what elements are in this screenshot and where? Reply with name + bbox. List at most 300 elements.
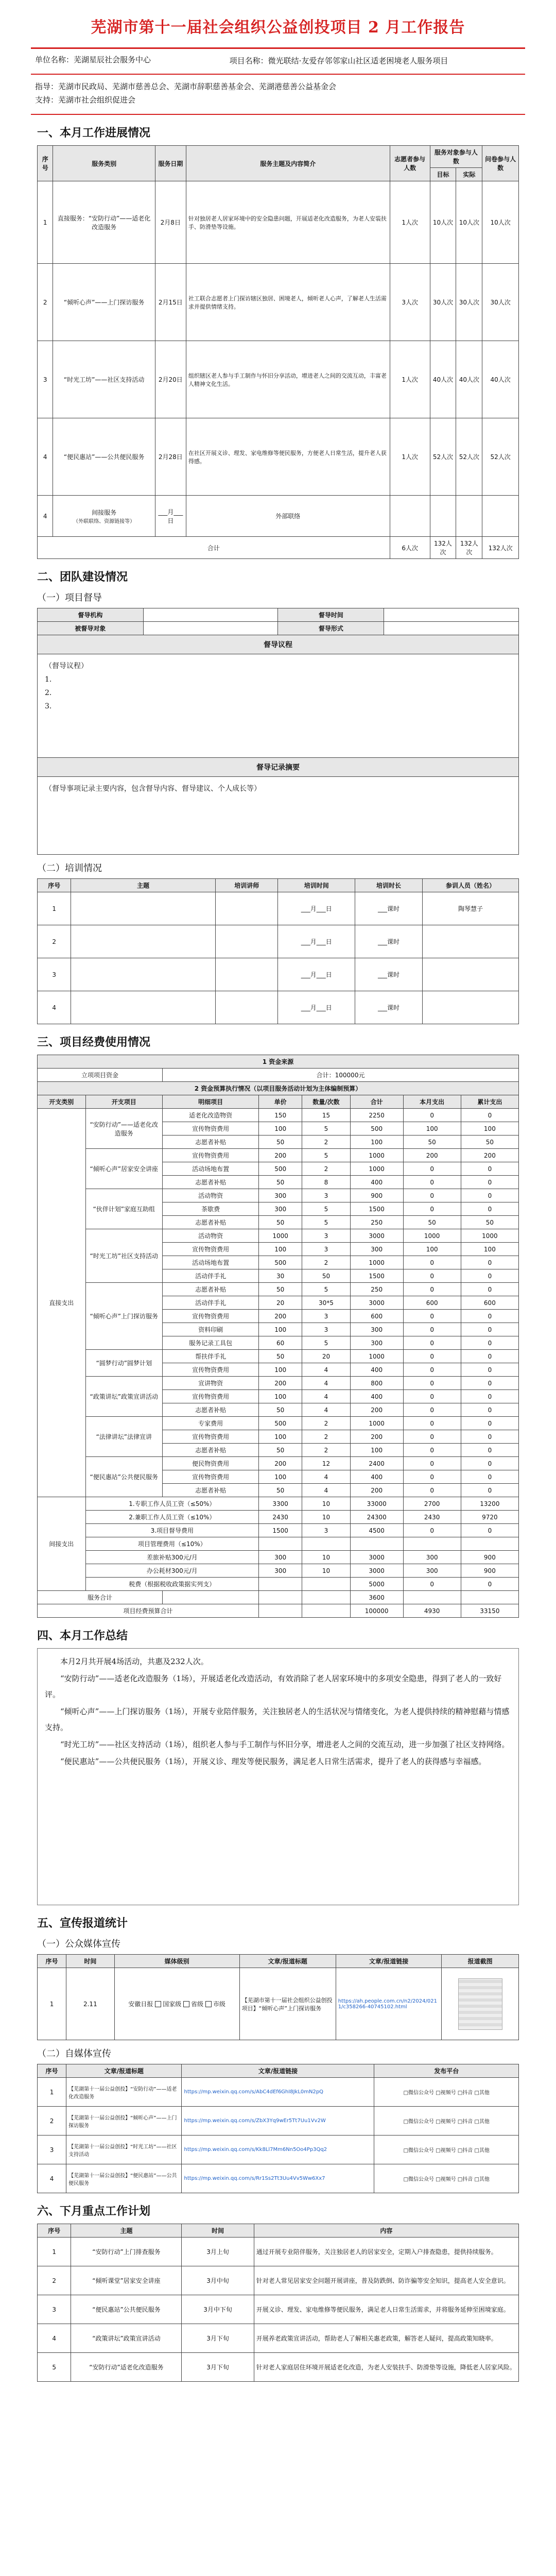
checkbox[interactable] (183, 2001, 189, 2007)
amount-cell: 2400 (350, 1457, 403, 1470)
detail-item: 宣传物资费用 (163, 1390, 259, 1403)
amount-cell: 0 (461, 1189, 518, 1202)
detail-item: 宣传物资费用 (163, 1470, 259, 1484)
cell: 3月下旬 (182, 2353, 254, 2382)
detail-item: 志愿者补贴 (163, 1136, 259, 1149)
table-row (38, 2266, 519, 2295)
cell: 1 (38, 2078, 66, 2107)
amount-cell: 0 (461, 1403, 518, 1417)
expense-item: “倾听心声”居家安全讲座 (85, 1149, 163, 1189)
detail-item: 税费（根据税收政策据实列支） (85, 1578, 259, 1591)
budget-row (38, 1377, 519, 1390)
amount-cell: 50 (259, 1350, 302, 1363)
section-budget (0, 1033, 556, 1618)
fund-label: 立项项目资金 (38, 1069, 163, 1082)
col-header: 时间 (66, 1955, 115, 1968)
cell-text: 间接服务 (92, 509, 117, 516)
table-row (38, 2136, 519, 2164)
amount-cell: 300 (403, 1551, 461, 1564)
amount-cell: 0 (461, 1457, 518, 1470)
detail-item: 宣传物资费用 (163, 1122, 259, 1136)
amount-cell: 300 (350, 1323, 403, 1336)
value-cell (384, 622, 519, 635)
cell: □微信公众号 □视频号 □抖音 □其他 (374, 2107, 519, 2136)
detail-item: 志愿者补贴 (163, 1484, 259, 1497)
amount-cell: 0 (461, 1430, 518, 1444)
amount-cell: 0 (461, 1578, 518, 1591)
budget-row (38, 1149, 519, 1162)
col-header: 开支项目 (85, 1095, 163, 1109)
amount-cell: 300 (350, 1336, 403, 1350)
budget-row (38, 1511, 519, 1524)
plan-title: 2 资金预算执行情况（以项目服务活动计划为主体编制预算） (38, 1082, 519, 1095)
option-label: 国家级 (163, 2001, 182, 2008)
detail-item: 宣传物资费用 (163, 1310, 259, 1323)
amount-cell: 0 (461, 1470, 518, 1484)
summary-paragraph: “时光工坊”——社区支持活动（1场），组织老人参与手工制作与怀旧分享，增进老人之间的交流互动，进一步加强了社区支持网络。 (60, 1740, 510, 1749)
amount-cell: 1000 (259, 1229, 302, 1243)
cell: 2月15日 (155, 264, 186, 341)
guide-label: 指导： (35, 82, 59, 91)
guide-text: 芜湖市民政局、芜湖市慈善总会、芜湖市辞职慈善基金会、芜湖港慈善公益基金会 (58, 82, 337, 91)
table-row (38, 991, 519, 1024)
cell: 4 (38, 496, 53, 537)
cell (71, 991, 216, 1024)
summary-paragraph: “倾听心声”——上门探访服务（1场），开展专业陪伴服务，关注独居老人的生活状况与情绪变化，为老人提供持续的精神慰藉与情感支持。 (45, 1707, 510, 1732)
cell (71, 892, 216, 925)
cell: ___月___日 (278, 892, 355, 925)
amount-cell: 10 (302, 1551, 351, 1564)
col-header: 文章/报道链接 (182, 2064, 374, 2078)
project-name: 微光联结·友爱存邻邻家山社区适老困境老人服务项目 (268, 56, 448, 65)
table-row (38, 2107, 519, 2136)
article-link[interactable]: https://mp.weixin.qq.com/s/AbC4dEf6GhI8JkL0mN2pQ (182, 2078, 374, 2107)
cell (456, 496, 482, 537)
amount-cell: 0 (403, 1189, 461, 1202)
cell: 132人次 (482, 537, 519, 559)
amount-cell: 3000 (350, 1551, 403, 1564)
article-link[interactable]: https://mp.weixin.qq.com/s/Rr1Ss2Tt3Uu4Vv5Ww6Xx7 (182, 2164, 374, 2193)
cell: 6人次 (390, 537, 430, 559)
cell (215, 892, 278, 925)
cell (215, 925, 278, 958)
amount-cell: 0 (403, 1444, 461, 1457)
detail-item: 志愿者补贴 (163, 1283, 259, 1296)
amount-cell (302, 1578, 351, 1591)
cell: 针对老人家庭居住环境开展适老化改造，为老人安装扶手、防滑垫等设施，降低老人居家风险。 (254, 2353, 518, 2382)
budget-row (38, 1537, 519, 1551)
guide-divider (31, 114, 525, 115)
summary-paragraph: 本月2月共开展4场活动，共惠及232人次。 (60, 1657, 208, 1666)
table-row (38, 418, 519, 496)
cell: 陶琴慧子 (422, 892, 518, 925)
amount-cell: 4500 (350, 1524, 403, 1537)
section-progress (0, 124, 556, 559)
cell: 1 (38, 181, 53, 264)
detail-item: 1.专职工作人员工资（≤50%） (85, 1497, 259, 1511)
amount-cell: 50 (302, 1269, 351, 1283)
cell: 1 (38, 892, 71, 925)
amount-cell: 500 (350, 1122, 403, 1136)
cell: 30人次 (430, 264, 456, 341)
detail-item: 活动物资 (163, 1229, 259, 1243)
amount-cell: 0 (461, 1256, 518, 1269)
amount-cell: 2430 (259, 1511, 302, 1524)
cell: 外部联络 (186, 496, 390, 537)
amount-cell: 1000 (350, 1256, 403, 1269)
expense-item: “圆梦行动”圆梦计划 (85, 1350, 163, 1377)
amount-cell: 0 (403, 1457, 461, 1470)
detail-item: 差旅补贴300元/月 (85, 1551, 259, 1564)
amount-cell: 3 (302, 1323, 351, 1336)
cell: 40人次 (482, 341, 519, 418)
cell (422, 958, 518, 991)
summary-paragraph: “安防行动”——适老化改造服务（1场），开展适老化改造活动，有效消除了老人居家环境中的多项安全隐患，得到了老人的一致好评。 (45, 1674, 502, 1699)
cell: 132人次 (430, 537, 456, 559)
amount-cell: 50 (259, 1283, 302, 1296)
amount-cell: 5 (302, 1149, 351, 1162)
cell: 【芜湖第十一届公益创投】“便民惠站”——公共便民服务 (66, 2164, 182, 2193)
amount-cell: 5 (302, 1202, 351, 1216)
agenda-item: 3. (45, 702, 52, 710)
cell: 3600 (350, 1591, 403, 1604)
amount-cell: 300 (259, 1564, 302, 1578)
budget-row (38, 1457, 519, 1470)
expense-item: “安防行动”——适老化改造服务 (85, 1109, 163, 1149)
fund-value: 合计：100000元 (163, 1069, 519, 1082)
amount-cell: 20 (259, 1296, 302, 1310)
detail-item: 服务记录工具包 (163, 1336, 259, 1350)
cell: □微信公众号 □视频号 □抖音 □其他 (374, 2136, 519, 2164)
agenda-body (38, 654, 518, 757)
cell: 在社区开展义诊、理发、家电维修等便民服务，方便老人日常生活，提升老人获得感。 (186, 418, 390, 496)
cell: ___月___日 (278, 925, 355, 958)
cell: 【芜湖第十一届公益创投】“安防行动”——适老化改造服务 (66, 2078, 182, 2107)
col-header: 服务日期 (155, 146, 186, 181)
project-label: 项目名称： (229, 56, 268, 65)
table-row (38, 1968, 519, 2040)
cell: 3 (38, 958, 71, 991)
amount-cell: 9720 (461, 1511, 518, 1524)
col-header: 问卷参与人数 (482, 146, 519, 181)
amount-cell: 100 (259, 1122, 302, 1136)
amount-cell: 0 (461, 1417, 518, 1430)
guide-info (31, 75, 525, 112)
amount-cell: 0 (403, 1162, 461, 1176)
col-header: 媒体级别 (114, 1955, 239, 1968)
amount-cell: 2 (302, 1136, 351, 1149)
col-header: 志愿者参与人数 (390, 146, 430, 181)
value-cell (143, 608, 278, 622)
amount-cell: 20 (302, 1350, 351, 1363)
table-row (38, 2324, 519, 2353)
cell: 2 (38, 2266, 71, 2295)
amount-cell: 200 (350, 1403, 403, 1417)
cell: 40人次 (456, 341, 482, 418)
amount-cell: 0 (403, 1578, 461, 1591)
amount-cell: 0 (461, 1310, 518, 1323)
amount-cell: 0 (403, 1283, 461, 1296)
label-cell: 督导机构 (38, 608, 144, 622)
cell (259, 1604, 302, 1618)
amount-cell: 200 (350, 1484, 403, 1497)
col-header: 培训讲师 (215, 879, 278, 892)
amount-cell: 250 (350, 1216, 403, 1229)
subsection-title: （一）项目督导 (37, 592, 102, 603)
media-table (37, 1954, 519, 2040)
cell (53, 496, 155, 537)
budget-table (37, 1055, 519, 1618)
col-header: 文章/报道标题 (239, 1955, 336, 1968)
cell: 33150 (461, 1604, 518, 1618)
amount-cell: 0 (403, 1109, 461, 1122)
cell (71, 925, 216, 958)
detail-item: 2.兼职工作人员工资（≤10%） (85, 1511, 259, 1524)
expense-item: “便民惠站”公共便民服务 (85, 1457, 163, 1497)
summary-blank (45, 1771, 511, 1900)
article-link[interactable]: https://mp.weixin.qq.com/s/ZbX3Yq9wEr5Tt7Uu1Vv2W (182, 2107, 374, 2136)
amount-cell: 10 (302, 1511, 351, 1524)
support-text: 芜湖市社会组织促进会 (58, 95, 136, 105)
amount-cell: 13200 (461, 1497, 518, 1511)
col-header: 发布平台 (374, 2064, 519, 2078)
subsection-title: （一）公众媒体宣传 (37, 1939, 120, 1950)
value-cell (143, 622, 278, 635)
cell: 【芜湖第十一届公益创投】“时光工坊”——社区支持活动 (66, 2136, 182, 2164)
fund-source-title: 1 资金来源 (38, 1055, 519, 1069)
table-row (38, 892, 519, 925)
amount-cell (259, 1537, 302, 1551)
detail-item: 资料印刷 (163, 1323, 259, 1336)
cell: “安防行动”上门排查服务 (71, 2238, 182, 2266)
amount-cell: 0 (403, 1470, 461, 1484)
article-link[interactable]: https://mp.weixin.qq.com/s/Kk8Ll7Mm6Nn5Oo4Pp3Qq2 (182, 2136, 374, 2164)
cell: 3人次 (390, 264, 430, 341)
amount-cell: 200 (259, 1377, 302, 1390)
checkbox[interactable] (155, 2001, 161, 2007)
self-media-table (37, 2064, 519, 2193)
amount-cell: 5 (302, 1216, 351, 1229)
section-team (0, 568, 556, 1024)
cell: 针对老人常见居家安全问题开展讲座，普及防跌倒、防诈骗等安全知识，提高老人安全意识。 (254, 2266, 518, 2295)
detail-item: 宣传物资费用 (163, 1149, 259, 1162)
detail-item: 志愿者补贴 (163, 1403, 259, 1417)
amount-cell: 30*5 (302, 1296, 351, 1310)
progress-table (37, 145, 519, 559)
amount-cell: 4 (302, 1363, 351, 1377)
cell: 10人次 (430, 181, 456, 264)
unit-info (35, 54, 210, 67)
section-publicity (0, 1914, 556, 2193)
cell: 3 (38, 2136, 66, 2164)
amount-cell: 200 (259, 1149, 302, 1162)
amount-cell: 0 (403, 1202, 461, 1216)
option-label: 省级 (191, 2001, 204, 2008)
cell (114, 1968, 239, 2040)
cell: 1人次 (390, 181, 430, 264)
amount-cell (350, 1537, 403, 1551)
col-header: 参训人员（姓名） (422, 879, 518, 892)
amount-cell: 50 (461, 1216, 518, 1229)
detail-item: 活动场地布置 (163, 1162, 259, 1176)
amount-cell: 100 (259, 1363, 302, 1377)
cell: 5 (38, 2353, 71, 2382)
unit-label: 单位名称： (35, 55, 74, 64)
col-header: 主题 (71, 879, 216, 892)
detail-item: 适老化改造物资 (163, 1109, 259, 1122)
amount-cell: 100 (350, 1444, 403, 1457)
total-label: 项目经费预算合计 (38, 1604, 259, 1618)
amount-cell: 200 (461, 1149, 518, 1162)
amount-cell: 200 (259, 1457, 302, 1470)
cell: 132人次 (456, 537, 482, 559)
cell: “便民惠站”——公共便民服务 (53, 418, 155, 496)
amount-cell: 400 (350, 1390, 403, 1403)
amount-cell: 600 (350, 1310, 403, 1323)
cell: 组织辖区老人参与手工制作与怀旧分享活动，增进老人之间的交流互动，丰富老人精神文化生活。 (186, 341, 390, 418)
col-header: 培训时间 (278, 879, 355, 892)
amount-cell: 0 (461, 1283, 518, 1296)
amount-cell: 0 (461, 1162, 518, 1176)
amount-cell: 0 (403, 1323, 461, 1336)
cell: □微信公众号 □视频号 □抖音 □其他 (374, 2078, 519, 2107)
total-label: 合计 (38, 537, 390, 559)
cell (215, 991, 278, 1024)
budget-row (38, 1189, 519, 1202)
amount-cell: 0 (461, 1363, 518, 1377)
amount-cell: 0 (403, 1484, 461, 1497)
amount-cell: 50 (259, 1176, 302, 1189)
col-header: 明细项目 (163, 1095, 259, 1109)
cell (442, 1968, 519, 2040)
checkbox[interactable] (205, 2001, 212, 2007)
cell: ___课时 (355, 958, 423, 991)
amount-cell: 500 (259, 1417, 302, 1430)
table-row (38, 341, 519, 418)
col-header: 序号 (38, 2224, 71, 2238)
amount-cell: 5000 (350, 1578, 403, 1591)
report-header (0, 0, 556, 115)
cell: “倾听课堂”居家安全讲座 (71, 2266, 182, 2295)
amount-cell: 50 (403, 1136, 461, 1149)
detail-item: 3.项目督导费用 (85, 1524, 259, 1537)
amount-cell (259, 1578, 302, 1591)
col-header: 序号 (38, 146, 53, 181)
plan-table (37, 2224, 519, 2382)
detail-item: 志愿者补贴 (163, 1176, 259, 1189)
support-label: 支持： (35, 95, 59, 105)
amount-cell: 0 (461, 1377, 518, 1390)
cell: 3 (38, 2295, 71, 2324)
amount-cell: 0 (403, 1336, 461, 1350)
amount-cell: 1500 (350, 1202, 403, 1216)
cell: “政策讲坛”政策宣讲活动 (71, 2324, 182, 2353)
cell: 3月中下旬 (182, 2295, 254, 2324)
col-header: 文章/报道标题 (66, 2064, 182, 2078)
amount-cell: 3 (302, 1310, 351, 1323)
amount-cell: 100 (259, 1323, 302, 1336)
amount-cell: 10 (302, 1497, 351, 1511)
amount-cell: 300 (259, 1202, 302, 1216)
amount-cell: 0 (403, 1350, 461, 1363)
col-header: 累计支出 (461, 1095, 518, 1109)
cell: 1 (38, 1968, 66, 2040)
amount-cell: 500 (259, 1162, 302, 1176)
cell: 2月28日 (155, 418, 186, 496)
cell (422, 991, 518, 1024)
cell: 开展义诊、理发、家电维修等便民服务，满足老人日常生活需求，并将服务延伸至困境家庭。 (254, 2295, 518, 2324)
budget-body (38, 1109, 519, 1591)
cell: 10人次 (456, 181, 482, 264)
article-link[interactable]: https://ah.people.com.cn/n2/2024/0211/c358266-40745102.html (336, 1968, 442, 2040)
amount-cell: 0 (403, 1390, 461, 1403)
cell (461, 1591, 518, 1604)
amount-cell: 0 (461, 1444, 518, 1457)
section-summary (0, 1627, 556, 1905)
section-title: 三、项目经费使用情况 (37, 1036, 151, 1049)
agenda-placeholder: （督导议程） (45, 662, 88, 670)
expense-item: “法律讲坛”法律宣讲 (85, 1417, 163, 1457)
expense-item: “伙伴计划”家庭互助组 (85, 1189, 163, 1229)
amount-cell: 0 (461, 1336, 518, 1350)
col-header: 培训时长 (355, 879, 423, 892)
amount-cell: 50 (403, 1216, 461, 1229)
subsection-title: （二）培训情况 (37, 863, 102, 874)
col-header: 服务类别 (53, 146, 155, 181)
cell (71, 958, 216, 991)
cell: “安防行动”适老化改造服务 (71, 2353, 182, 2382)
detail-item: 办公耗材300元/月 (85, 1564, 259, 1578)
project-info (230, 54, 521, 67)
cell: 针对独居老人居家环境中的安全隐患问题，开展适老化改造服务，为老人安装扶手、防滑垫等设施。 (186, 181, 390, 264)
amount-cell: 300 (259, 1189, 302, 1202)
amount-cell: 100 (259, 1243, 302, 1256)
table-row (38, 2164, 519, 2193)
cell: ___月___日 (278, 958, 355, 991)
col-header: 序号 (38, 2064, 66, 2078)
cell: 1人次 (390, 418, 430, 496)
amount-cell: 2 (302, 1417, 351, 1430)
amount-cell: 100 (461, 1122, 518, 1136)
amount-cell: 100 (403, 1122, 461, 1136)
amount-cell: 50 (259, 1444, 302, 1457)
amount-cell: 0 (461, 1323, 518, 1336)
amount-cell: 60 (259, 1336, 302, 1350)
cell: 4 (38, 418, 53, 496)
cell: “时光工坊”——社区支持活动 (53, 341, 155, 418)
amount-cell: 3300 (259, 1497, 302, 1511)
amount-cell: 4 (302, 1390, 351, 1403)
amount-cell: 0 (461, 1484, 518, 1497)
expense-item: “倾听心声”上门探访服务 (85, 1283, 163, 1350)
cell: ___课时 (355, 925, 423, 958)
amount-cell: 100 (403, 1243, 461, 1256)
table-row (38, 2078, 519, 2107)
cell: 30人次 (482, 264, 519, 341)
cell: 30人次 (456, 264, 482, 341)
cell: ___月___日 (278, 991, 355, 1024)
amount-cell (403, 1537, 461, 1551)
amount-cell: 30 (259, 1269, 302, 1283)
cell: “便民惠站”公共便民服务 (71, 2295, 182, 2324)
amount-cell: 2 (302, 1162, 351, 1176)
cell (302, 1604, 351, 1618)
expense-item: “时光工坊”社区支持活动 (85, 1229, 163, 1283)
detail-item: 活动物资 (163, 1189, 259, 1202)
amount-cell: 2700 (403, 1497, 461, 1511)
amount-cell: 800 (350, 1377, 403, 1390)
amount-cell: 2250 (350, 1109, 403, 1122)
